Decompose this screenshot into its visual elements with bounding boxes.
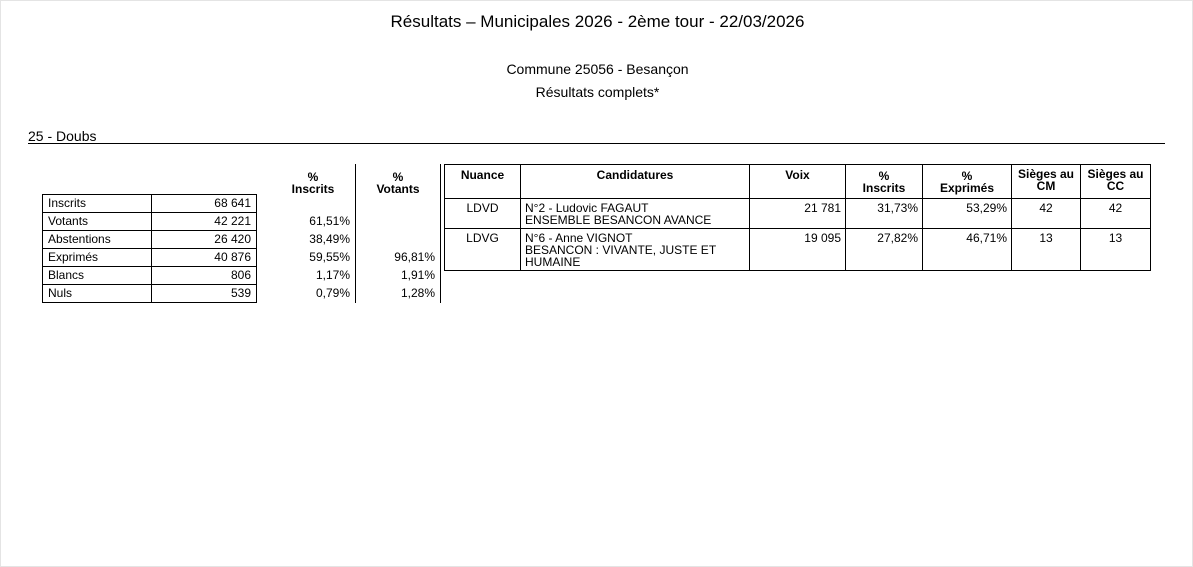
stat-label: Blancs [43, 267, 152, 285]
stat-label: Exprimés [43, 249, 152, 267]
sieges-cm-cell: 13 [1012, 229, 1081, 271]
participation-table [42, 164, 441, 303]
header-sieges-cm [1012, 165, 1081, 199]
header-line: Exprimés [939, 181, 995, 195]
voix-cell: 19 095 [750, 229, 846, 271]
participation-header-row [43, 164, 441, 195]
voix-cell: 21 781 [750, 199, 846, 229]
stat-label: Nuls [43, 285, 152, 303]
header-line: % [961, 169, 973, 183]
header-line: Inscrits [291, 181, 335, 196]
stat-row-inscrits [43, 195, 441, 213]
list-name: ENSEMBLE BESANCON AVANCE [525, 213, 712, 227]
header-line: Inscrits [862, 181, 906, 195]
stat-row-blancs [43, 267, 441, 285]
stat-pct-votants [356, 231, 441, 249]
gap-cell [257, 249, 272, 267]
header-pct-inscrits [846, 165, 923, 199]
stat-pct-votants [356, 213, 441, 231]
header-pct-exprimes [923, 165, 1012, 199]
stat-label: Inscrits [43, 195, 152, 213]
commune-heading: Commune 25056 - Besançon [506, 61, 689, 77]
header-line: CM [1036, 179, 1056, 193]
list-name: BESANCON : VIVANTE, JUSTE ET [525, 243, 717, 257]
header-candidatures [521, 165, 750, 199]
nuance-cell: LDVG [445, 229, 521, 271]
candidature-cell [521, 199, 750, 229]
stat-pct-inscrits: 59,55% [271, 249, 356, 267]
header-line: Voix [785, 168, 810, 182]
header-nuance [445, 165, 521, 199]
pct-inscrits-cell: 31,73% [846, 199, 923, 229]
blank-header [152, 164, 257, 195]
stat-value: 40 876 [152, 249, 257, 267]
header-line: Votants [376, 181, 420, 196]
header-line: CC [1106, 179, 1125, 193]
stat-pct-inscrits [271, 195, 356, 213]
candidate-row-ldvd [445, 199, 1151, 229]
header-pct-inscrits [271, 164, 356, 195]
header-line: % [392, 169, 404, 184]
stat-pct-votants: 1,91% [356, 267, 441, 285]
header-line: Nuance [460, 168, 505, 182]
results-header-row [445, 165, 1151, 199]
candidate-row-ldvg [445, 229, 1151, 271]
header-line: % [307, 169, 319, 184]
header-sieges-cc [1081, 165, 1151, 199]
candidate-name: N°2 - Ludovic FAGAUT [525, 201, 649, 215]
candidature-cell [521, 229, 750, 271]
stat-value: 42 221 [152, 213, 257, 231]
stat-pct-votants: 96,81% [356, 249, 441, 267]
stat-row-nuls [43, 285, 441, 303]
header-voix [750, 165, 846, 199]
header-line: % [878, 169, 890, 183]
results-subtitle: Résultats complets* [535, 84, 660, 100]
gap-cell [257, 195, 272, 213]
candidates-results-table [444, 164, 1151, 271]
header-pct-votants [356, 164, 441, 195]
header-line: Sièges au [1087, 167, 1144, 181]
pct-inscrits-cell: 27,82% [846, 229, 923, 271]
nuance-cell: LDVD [445, 199, 521, 229]
stat-value: 806 [152, 267, 257, 285]
departement-label: 25 - Doubs [28, 128, 97, 144]
gap-cell [257, 267, 272, 285]
candidate-name: N°6 - Anne VIGNOT [525, 231, 633, 245]
gap-cell [257, 231, 272, 249]
pct-exprimes-cell: 53,29% [923, 199, 1012, 229]
header-line: Candidatures [596, 168, 674, 182]
stat-pct-inscrits: 1,17% [271, 267, 356, 285]
stat-label: Abstentions [43, 231, 152, 249]
stat-label: Votants [43, 213, 152, 231]
header-line: Sièges au [1017, 167, 1075, 181]
stat-value: 68 641 [152, 195, 257, 213]
stat-pct-votants: 1,28% [356, 285, 441, 303]
stat-row-exprimes [43, 249, 441, 267]
gap-cell [257, 285, 272, 303]
sieges-cm-cell: 42 [1012, 199, 1081, 229]
sieges-cc-cell: 13 [1081, 229, 1151, 271]
list-name-continued: HUMAINE [525, 255, 581, 269]
stat-pct-votants [356, 195, 441, 213]
sieges-cc-cell: 42 [1081, 199, 1151, 229]
pct-exprimes-cell: 46,71% [923, 229, 1012, 271]
stat-row-votants [43, 213, 441, 231]
page-title: Résultats – Municipales 2026 - 2ème tour - 22/03/2026 [390, 12, 805, 31]
gap-cell [257, 164, 272, 195]
stat-value: 539 [152, 285, 257, 303]
stat-value: 26 420 [152, 231, 257, 249]
gap-cell [257, 213, 272, 231]
stat-pct-inscrits: 38,49% [271, 231, 356, 249]
section-divider [28, 143, 1165, 144]
stat-pct-inscrits: 61,51% [271, 213, 356, 231]
blank-header [43, 164, 152, 195]
stat-row-abstentions [43, 231, 441, 249]
stat-pct-inscrits: 0,79% [271, 285, 356, 303]
